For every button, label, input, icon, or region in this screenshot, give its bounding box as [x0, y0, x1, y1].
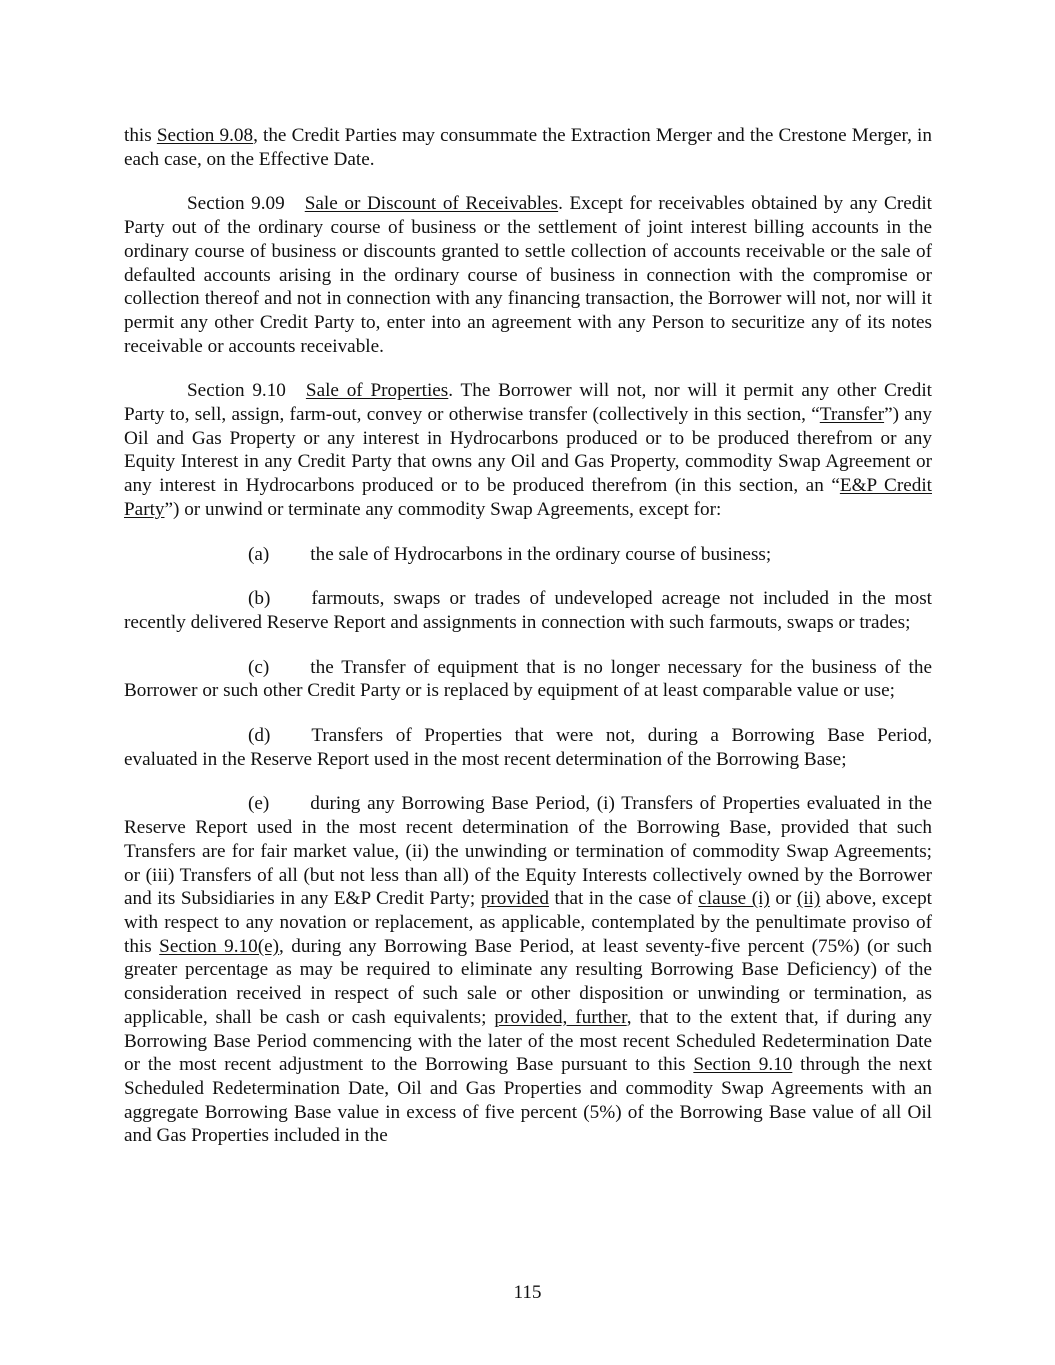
section-9-10-text-1: . The Borrower will not, nor will it permit any other Credit Party to, sell, assign, farm-out, convey or otherwise transfer (collectively in this section, “	[124, 380, 932, 426]
provided-term: provided	[480, 888, 549, 910]
item-e-paragraph	[124, 792, 932, 1148]
page-number: 115	[513, 1282, 542, 1303]
item-d-text: Transfers of Properties that were not, during a Borrowing Base Period, evaluated in the Reserve Report used in the most recent determination of the Borrowing Base;	[124, 725, 932, 770]
section-9-09-heading: Sale or Discount of Receivables	[304, 193, 559, 215]
document-page	[124, 124, 932, 1169]
item-a-paragraph	[124, 543, 932, 567]
item-e-text-6: , that to the extent that, if during any Borrowing Base Period commencing with the later of the most recent Scheduled Redetermination Date or the most recent adjustment to the Borrowing Base pursuant to this	[124, 1006, 933, 1076]
section-9-10-number: Section 9.10	[187, 380, 286, 402]
item-a-text: the sale of Hydrocarbons in the ordinary course of business;	[310, 543, 772, 565]
intro-text-2: , the Credit Parties may consummate the Extraction Merger and the Crestone Merger, in each case, on the Effective Date.	[124, 125, 932, 170]
item-c-text: the Transfer of equipment that is no longer necessary for the business of the Borrower or such other Credit Party or is replaced by equipment of at least comparable value or use;	[124, 656, 932, 702]
section-9-10-text-2: ”) any Oil and Gas Property or any interest in Hydrocarbons produced or to be produced therefrom or any Equity Interest in any Credit Party that owns any Oil and Gas Property, commodity Swap Agreement or any interest in Hydrocarbons produced or to be produced therefrom (in this section, an “	[124, 404, 932, 497]
item-b-label: (b)	[248, 588, 271, 610]
item-e-text-4: above, except with respect to any novation or replacement, as applicable, contemplated by the penultimate proviso of this	[124, 888, 932, 957]
section-9-10-reference: Section 9.10	[693, 1054, 793, 1076]
item-c-label: (c)	[248, 656, 270, 678]
ep-credit-party-defined-term: E&P Credit Party	[124, 475, 932, 520]
item-e-text-3: or	[769, 888, 797, 910]
item-c-paragraph	[124, 656, 932, 703]
section-9-10-paragraph	[124, 379, 932, 521]
item-e-text-5: , during any Borrowing Base Period, at least seventy-five percent (75%) (or such greater percentage as may be required to eliminate any resulting Borrowing Base Deficiency) of the consideration received in respect of such sale or other disposition or unwinding or termination, as applicable, shall be cash or cash equivalents;	[124, 935, 933, 1028]
item-d-paragraph	[124, 724, 932, 771]
section-9-10-text-3: ”) or unwind or terminate any commodity Swap Agreements, except for:	[164, 498, 722, 520]
section-9-10-heading: Sale of Properties	[305, 380, 449, 402]
section-9-09-number: Section 9.09	[187, 193, 285, 215]
item-e-text-2: that in the case of	[549, 888, 699, 910]
section-9-09-paragraph	[124, 192, 932, 358]
item-d-label: (d)	[248, 725, 271, 747]
transfer-defined-term: Transfer	[819, 404, 885, 426]
item-e-label: (e)	[248, 793, 270, 815]
item-a-label: (a)	[248, 543, 270, 565]
intro-paragraph	[124, 124, 932, 171]
item-e-text-1: during any Borrowing Base Period, (i) Transfers of Properties evaluated in the Reserve Report used in the most recent determination of the Borrowing Base, provided that such Transfers are for fair market value, (ii) the unwinding or termination of commodity Swap Agreements; or (iii) Transfers of all (but not less than all) of the Equity Interests collectively owned by the Borrower and its Subsidiaries in any E&P Credit Party;	[124, 793, 932, 910]
section-9-08-reference: Section 9.08	[156, 125, 254, 146]
item-b-text: farmouts, swaps or trades of undeveloped acreage not included in the most recently delivered Reserve Report and assignments in connection with such farmouts, swaps or trades;	[124, 588, 932, 633]
section-9-09-body: . Except for receivables obtained by any Credit Party out of the ordinary course of business or the settlement of joint interest billing accounts in the ordinary course of business or discounts granted to settle collection of accounts receivable or the sale of defaulted accounts arising in the ordinary course of business in connection with the compromise or collection thereof and not in connection with any financing transaction, the Borrower will not, nor will it permit any other Credit Party to, enter into an agreement with any Person to securitize any of its notes receivable or accounts receivable.	[124, 193, 932, 357]
section-9-10e-reference: Section 9.10(e)	[159, 935, 280, 957]
clause-i-reference: clause (i)	[698, 888, 770, 910]
intro-text-1: this	[124, 125, 157, 146]
item-e-text-7: through the next Scheduled Redetermination Date, Oil and Gas Properties and commodity Swap Agreements with an aggregate Borrowing Base value in excess of five percent (5%) of the Borrowing Base value of all Oil and Gas Properties included in the	[124, 1054, 932, 1147]
provided-further-term: provided, further	[494, 1006, 627, 1028]
clause-ii-reference: (ii)	[796, 888, 821, 910]
item-b-paragraph	[124, 587, 932, 634]
